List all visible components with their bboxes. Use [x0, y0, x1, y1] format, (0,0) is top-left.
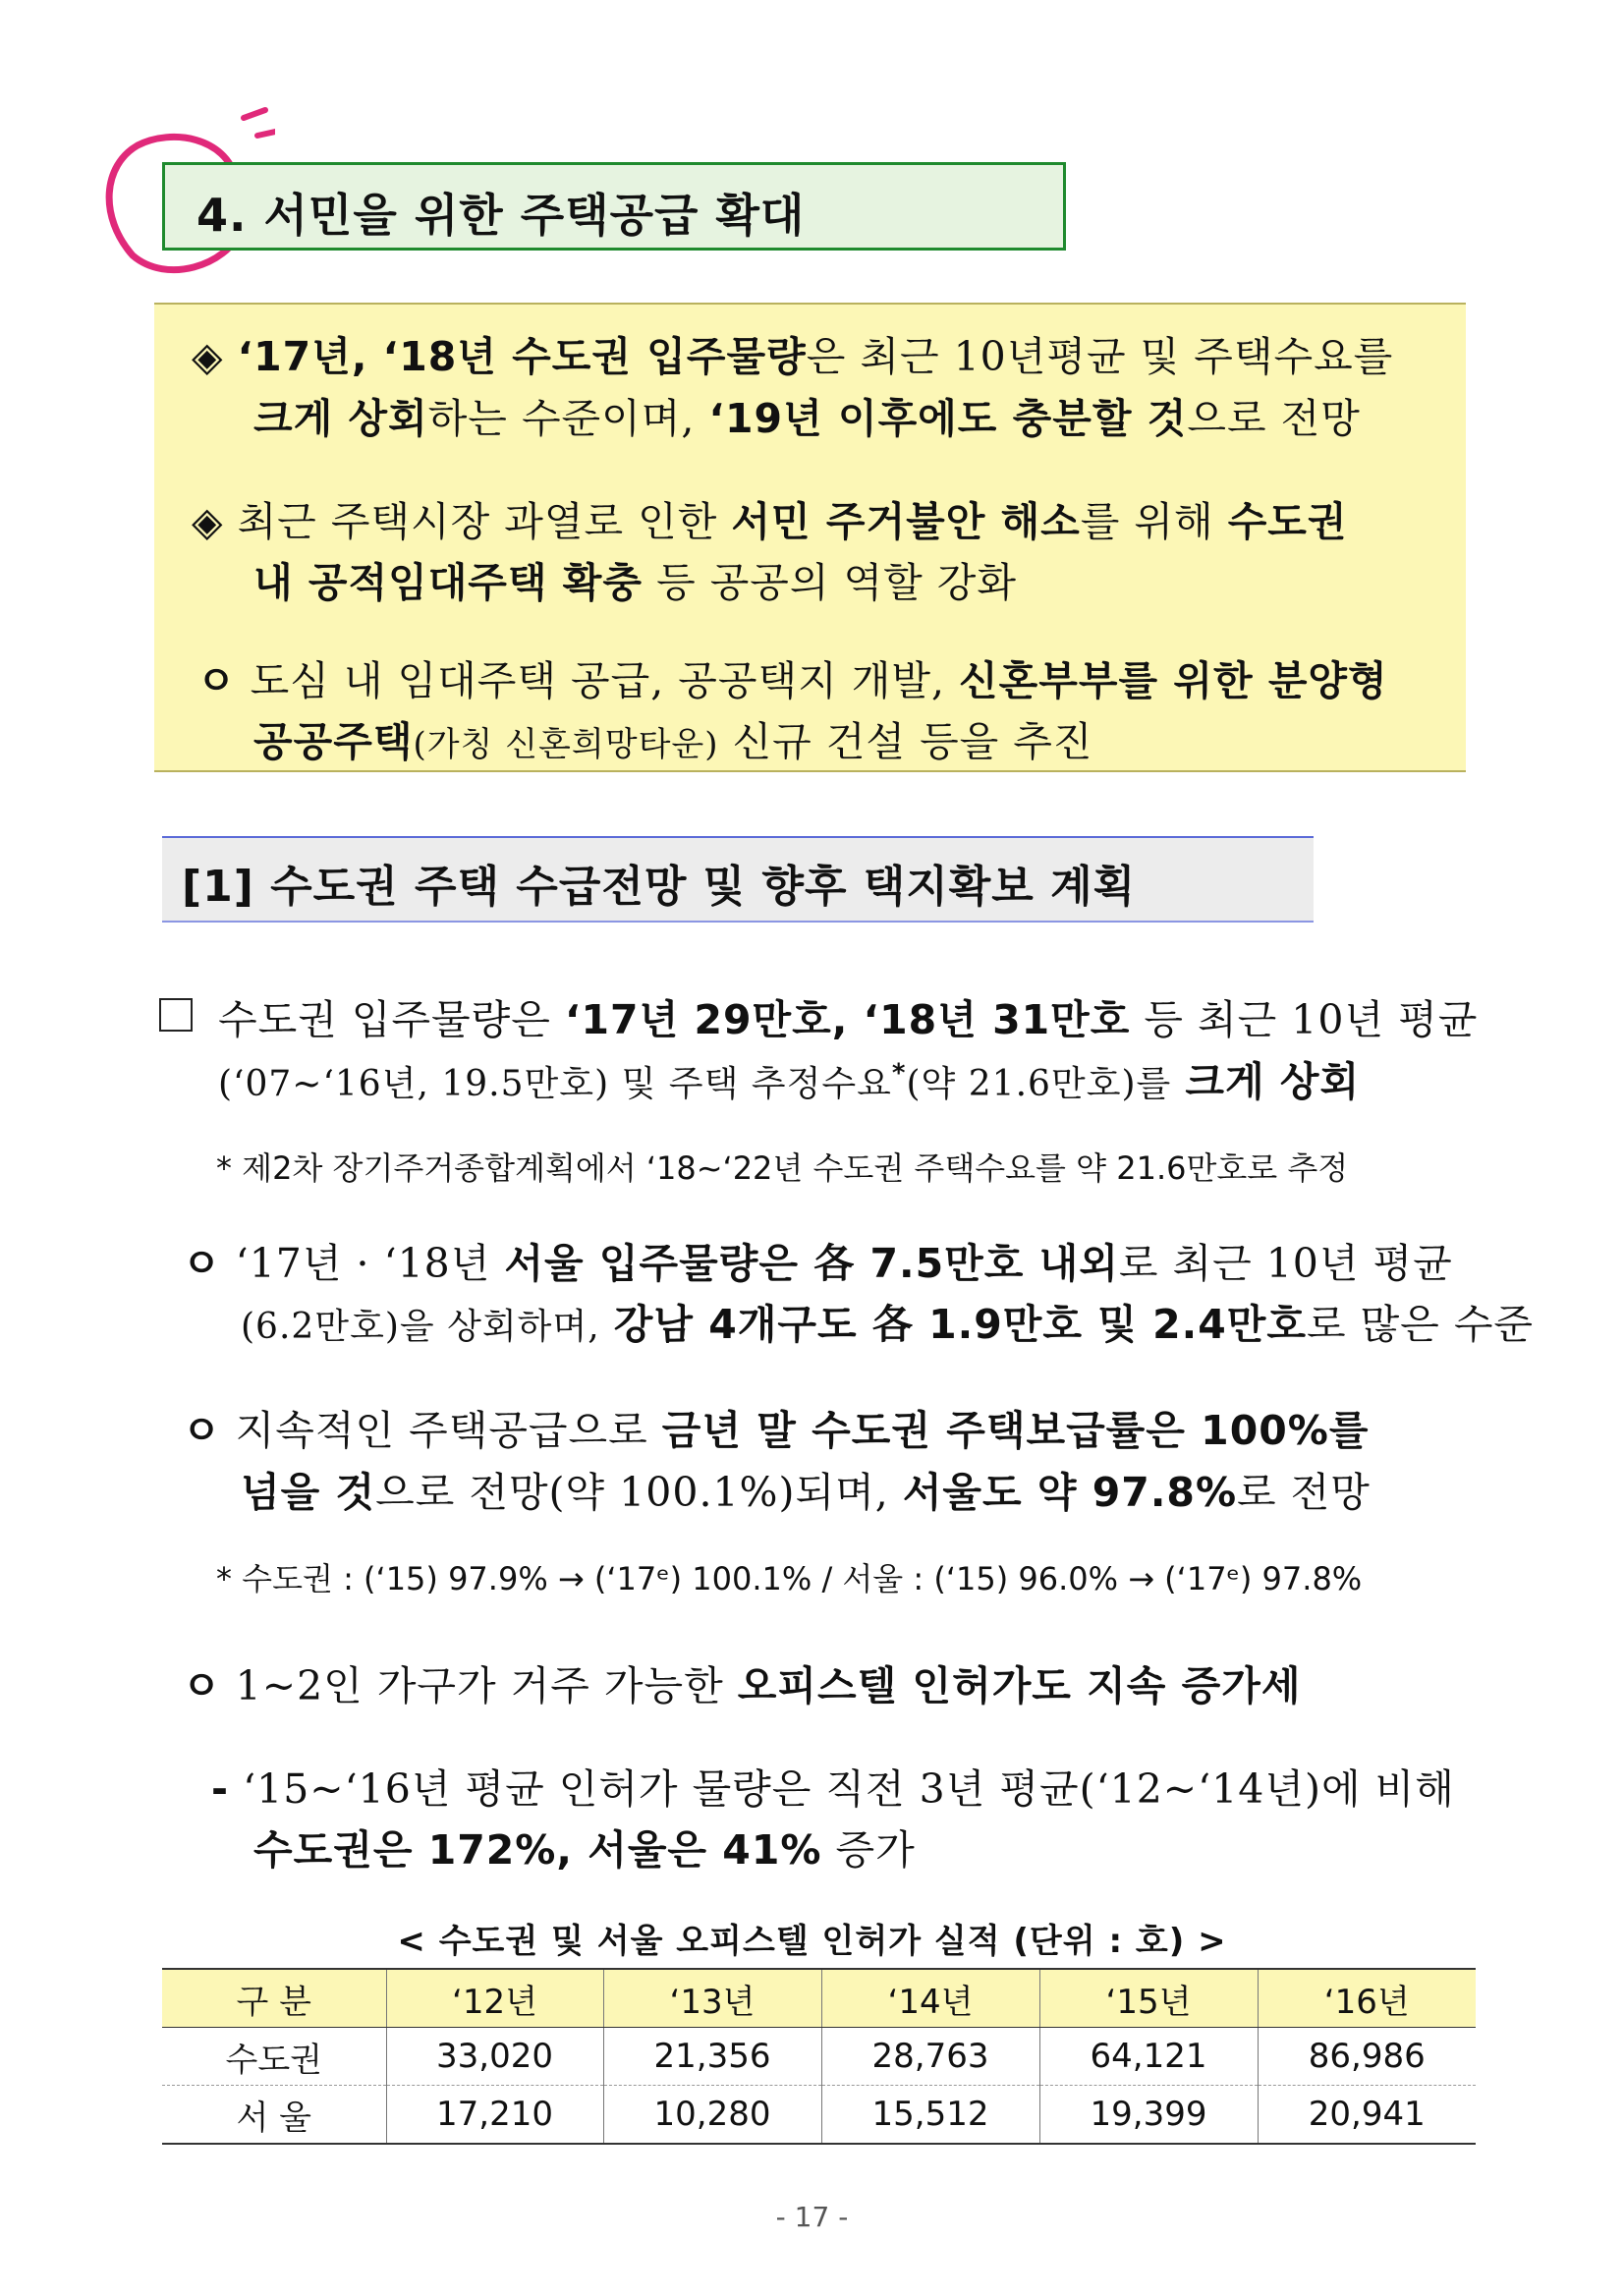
summary-p3-line1: ㅇ 도심 내 임대주택 공급, 공공택지 개발, 신혼부부를 위한 분양형	[196, 657, 1388, 704]
table-cell: 20,941	[1258, 2086, 1476, 2145]
summary-p2-line1: ◈ 최근 주택시장 과열로 인한 서민 주거불안 해소를 위해 수도권	[192, 498, 1348, 545]
section-title	[196, 180, 805, 245]
section-number: 4.	[196, 189, 248, 242]
table-cell: 33,020	[386, 2028, 603, 2086]
item2-line2: (6.2만호)을 상회하며, 강남 4개구도 各 1.9만호 및 2.4만호로 많은 수준	[241, 1301, 1535, 1348]
table-row	[162, 2086, 1476, 2145]
item3-line1: ㅇ 지속적인 주택공급으로 금년 말 수도권 주택보급률은 100%를	[182, 1407, 1370, 1454]
table-cell: 21,356	[603, 2028, 821, 2086]
checkbox-bullet-icon	[159, 998, 193, 1032]
table-header-row	[162, 1969, 1476, 2028]
table-cell: 수도권	[162, 2028, 386, 2086]
table-header-cell: ‘16년	[1258, 1969, 1476, 2028]
table-header-cell: ‘13년	[603, 1969, 821, 2028]
item2-line1: ㅇ ‘17년 · ‘18년 서울 입주물량은 各 7.5만호 내외로 최근 10년 평균	[182, 1240, 1453, 1287]
summary-p3-line2: 공공주택(가칭 신혼희망타운) 신규 건설 등을 추진	[253, 718, 1093, 765]
circle-bullet-icon: ㅇ	[182, 1662, 222, 1709]
table-cell: 86,986	[1258, 2028, 1476, 2086]
section-title-text: 서민을 위한 주택공급 확대	[263, 189, 806, 242]
footnote-2: * 수도권 : (‘15) 97.9% → (‘17ᵉ) 100.1% / 서울 : (‘15) 96.0% → (‘17ᵉ) 97.8%	[216, 1560, 1363, 1597]
subsection-title: [1] 수도권 주택 수급전망 및 향후 택지확보 계획	[182, 862, 1137, 912]
table-caption: < 수도권 및 서울 오피스텔 인허가 실적 (단위 : 호) >	[397, 1922, 1227, 1961]
diamond-bullet-icon: ◈	[192, 498, 224, 545]
item5-line1: - ‘15~‘16년 평균 인허가 물량은 직전 3년 평균(‘12~‘14년)에 비해	[211, 1765, 1455, 1813]
summary-p1-line1: ◈ ‘17년, ‘18년 수도권 입주물량은 최근 10년평균 및 주택수요를	[192, 333, 1394, 380]
table-header-cell: ‘14년	[821, 1969, 1039, 2028]
table-row	[162, 2028, 1476, 2086]
table-cell: 19,399	[1039, 2086, 1258, 2145]
table-header-cell: ‘12년	[386, 1969, 603, 2028]
item4-line1: ㅇ 1~2인 가구가 거주 가능한 오피스텔 인허가도 지속 증가세	[182, 1662, 1302, 1709]
item3-line2: 넘을 것으로 전망(약 100.1%)되며, 서울도 약 97.8%로 전망	[241, 1469, 1371, 1516]
table-cell: 64,121	[1039, 2028, 1258, 2086]
item5-line2: 수도권은 172%, 서울은 41% 증가	[253, 1826, 916, 1874]
circle-bullet-icon: ㅇ	[182, 1407, 222, 1454]
table-cell: 28,763	[821, 2028, 1039, 2086]
table-header-cell: 구 분	[162, 1969, 386, 2028]
dash-bullet-icon: -	[211, 1765, 230, 1813]
page-number: - 17 -	[775, 2201, 849, 2233]
table-cell: 17,210	[386, 2086, 603, 2145]
circle-bullet-icon: ㅇ	[196, 657, 237, 704]
table-cell: 10,280	[603, 2086, 821, 2145]
footnote-1: * 제2차 장기주거종합계획에서 ‘18~‘22년 수도권 주택수요를 약 21.6만호로 추정	[216, 1149, 1349, 1187]
summary-p2-line2: 내 공적임대주택 확충 등 공공의 역할 강화	[253, 559, 1018, 606]
officetel-permit-table	[162, 1968, 1476, 2145]
item1-line1: 수도권 입주물량은 ‘17년 29만호, ‘18년 31만호 등 최근 10년 평균	[218, 996, 1479, 1043]
summary-p1-line2: 크게 상회하는 수준이며, ‘19년 이후에도 충분할 것으로 전망	[253, 395, 1361, 442]
table-cell: 서 울	[162, 2086, 386, 2145]
table-cell: 15,512	[821, 2086, 1039, 2145]
diamond-bullet-icon: ◈	[192, 333, 224, 380]
circle-bullet-icon: ㅇ	[182, 1240, 222, 1287]
item1-line2: (‘07~‘16년, 19.5만호) 및 주택 추정수요*(약 21.6만호)를 크게 상회	[218, 1058, 1361, 1105]
table-header-cell: ‘15년	[1039, 1969, 1258, 2028]
